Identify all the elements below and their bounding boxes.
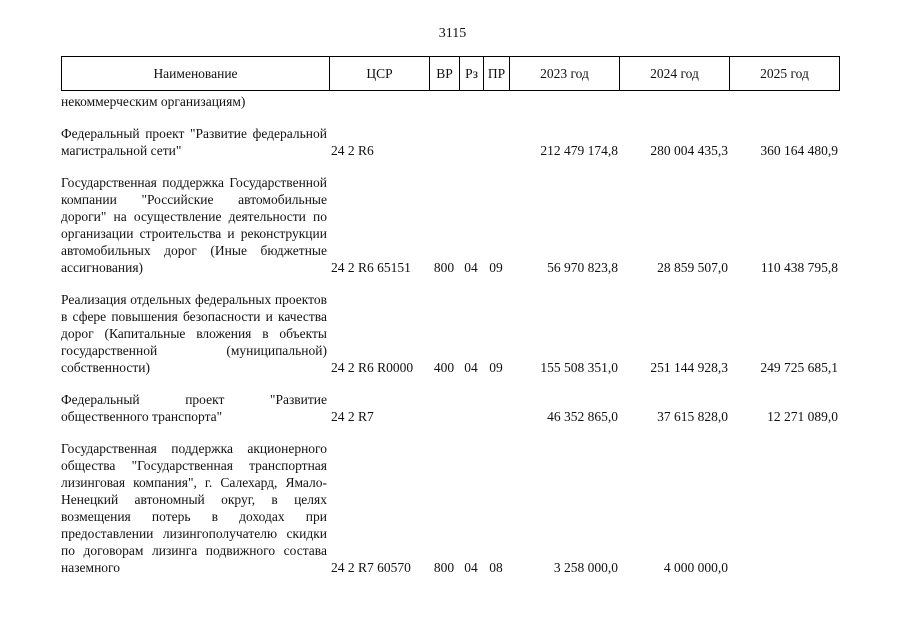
- row-2024: 28 859 507,0: [657, 260, 728, 275]
- row-2025: 12 271 089,0: [767, 409, 838, 424]
- header-rz: Рз: [460, 57, 484, 91]
- row-pr: [483, 391, 509, 425]
- row-2023: 3 258 000,0: [553, 560, 618, 575]
- header-pr: ПР: [484, 57, 510, 91]
- table-row: [61, 125, 839, 159]
- row-vr: [429, 93, 459, 110]
- row-2025: 249 725 685,1: [760, 360, 838, 375]
- row-rz: [459, 125, 483, 159]
- row-2024: 4 000 000,0: [663, 560, 728, 575]
- row-csr: 24 2 R7 60570: [331, 560, 411, 575]
- header-vr: ВР: [430, 57, 460, 91]
- header-csr: ЦСР: [330, 57, 430, 91]
- table-row: [61, 391, 839, 425]
- row-2023: 212 479 174,8: [540, 143, 618, 158]
- row-pr: 09: [489, 360, 503, 375]
- row-name: некоммерческим организациям): [61, 94, 246, 109]
- row-2024: 251 144 928,3: [650, 360, 728, 375]
- row-csr: 24 2 R7: [331, 409, 374, 424]
- row-csr: 24 2 R6: [331, 143, 374, 158]
- row-pr: 09: [489, 260, 503, 275]
- row-rz: 04: [464, 360, 478, 375]
- budget-table: [61, 93, 839, 576]
- table-row: [61, 291, 839, 376]
- row-2023: [509, 93, 619, 110]
- row-2025: [729, 93, 839, 110]
- row-pr: [483, 93, 509, 110]
- row-2023: 56 970 823,8: [547, 260, 618, 275]
- page-number: 3115: [438, 26, 467, 41]
- row-2024: 37 615 828,0: [657, 409, 728, 424]
- row-vr: 800: [433, 560, 455, 575]
- row-name: Реализация отдельных федеральных проектов в сфере повышения безопасности и качества дорог (Капитальные вложения в объекты государственной (муниципальной) собственности): [61, 292, 327, 375]
- row-pr: 08: [489, 560, 503, 575]
- row-csr: 24 2 R6 R0000: [331, 360, 414, 375]
- row-name: Государственная поддержка Государственной компании "Российские автомобильные дороги" на осуществление деятельности по организации строительства и реконструкции автомобильных дорог (Иные бюджетные ассигнования): [61, 175, 327, 275]
- row-csr: [329, 93, 429, 110]
- header-2024: 2024 год: [620, 57, 730, 91]
- table-row: [61, 440, 839, 576]
- row-2024: [619, 93, 729, 110]
- row-rz: [459, 391, 483, 425]
- row-vr: 400: [433, 360, 455, 375]
- row-vr: [429, 125, 459, 159]
- row-name: Государственная поддержка акционерного общества "Государственная транспортная лизинговая компания", г. Салехард, Ямало-Ненецкий автономный округ, в целях возмещения потерь в доходах при предоставлении лизингополучателю скидки по договорам лизинга подвижного состава наземного: [61, 441, 327, 575]
- header-2025: 2025 год: [730, 57, 840, 91]
- row-vr: 800: [433, 260, 455, 275]
- header-name: Наименование: [62, 57, 330, 91]
- row-2025: 110 438 795,8: [760, 260, 838, 275]
- row-2025: [729, 440, 839, 576]
- table-row: [61, 93, 839, 110]
- row-csr: 24 2 R6 65151: [331, 260, 411, 275]
- row-2023: 46 352 865,0: [547, 409, 618, 424]
- row-pr: [483, 125, 509, 159]
- row-name: Федеральный проект "Развитие федеральной магистральной сети": [61, 126, 327, 158]
- header-2023: 2023 год: [510, 57, 620, 91]
- table-header: [61, 56, 840, 91]
- row-name: Федеральный проект "Развитие общественного транспорта": [61, 392, 327, 424]
- row-rz: [459, 93, 483, 110]
- row-rz: 04: [464, 560, 478, 575]
- row-2025: 360 164 480,9: [760, 143, 838, 158]
- row-vr: [429, 391, 459, 425]
- row-2024: 280 004 435,3: [650, 143, 728, 158]
- table-row: [61, 174, 839, 276]
- row-rz: 04: [464, 260, 478, 275]
- row-2023: 155 508 351,0: [540, 360, 618, 375]
